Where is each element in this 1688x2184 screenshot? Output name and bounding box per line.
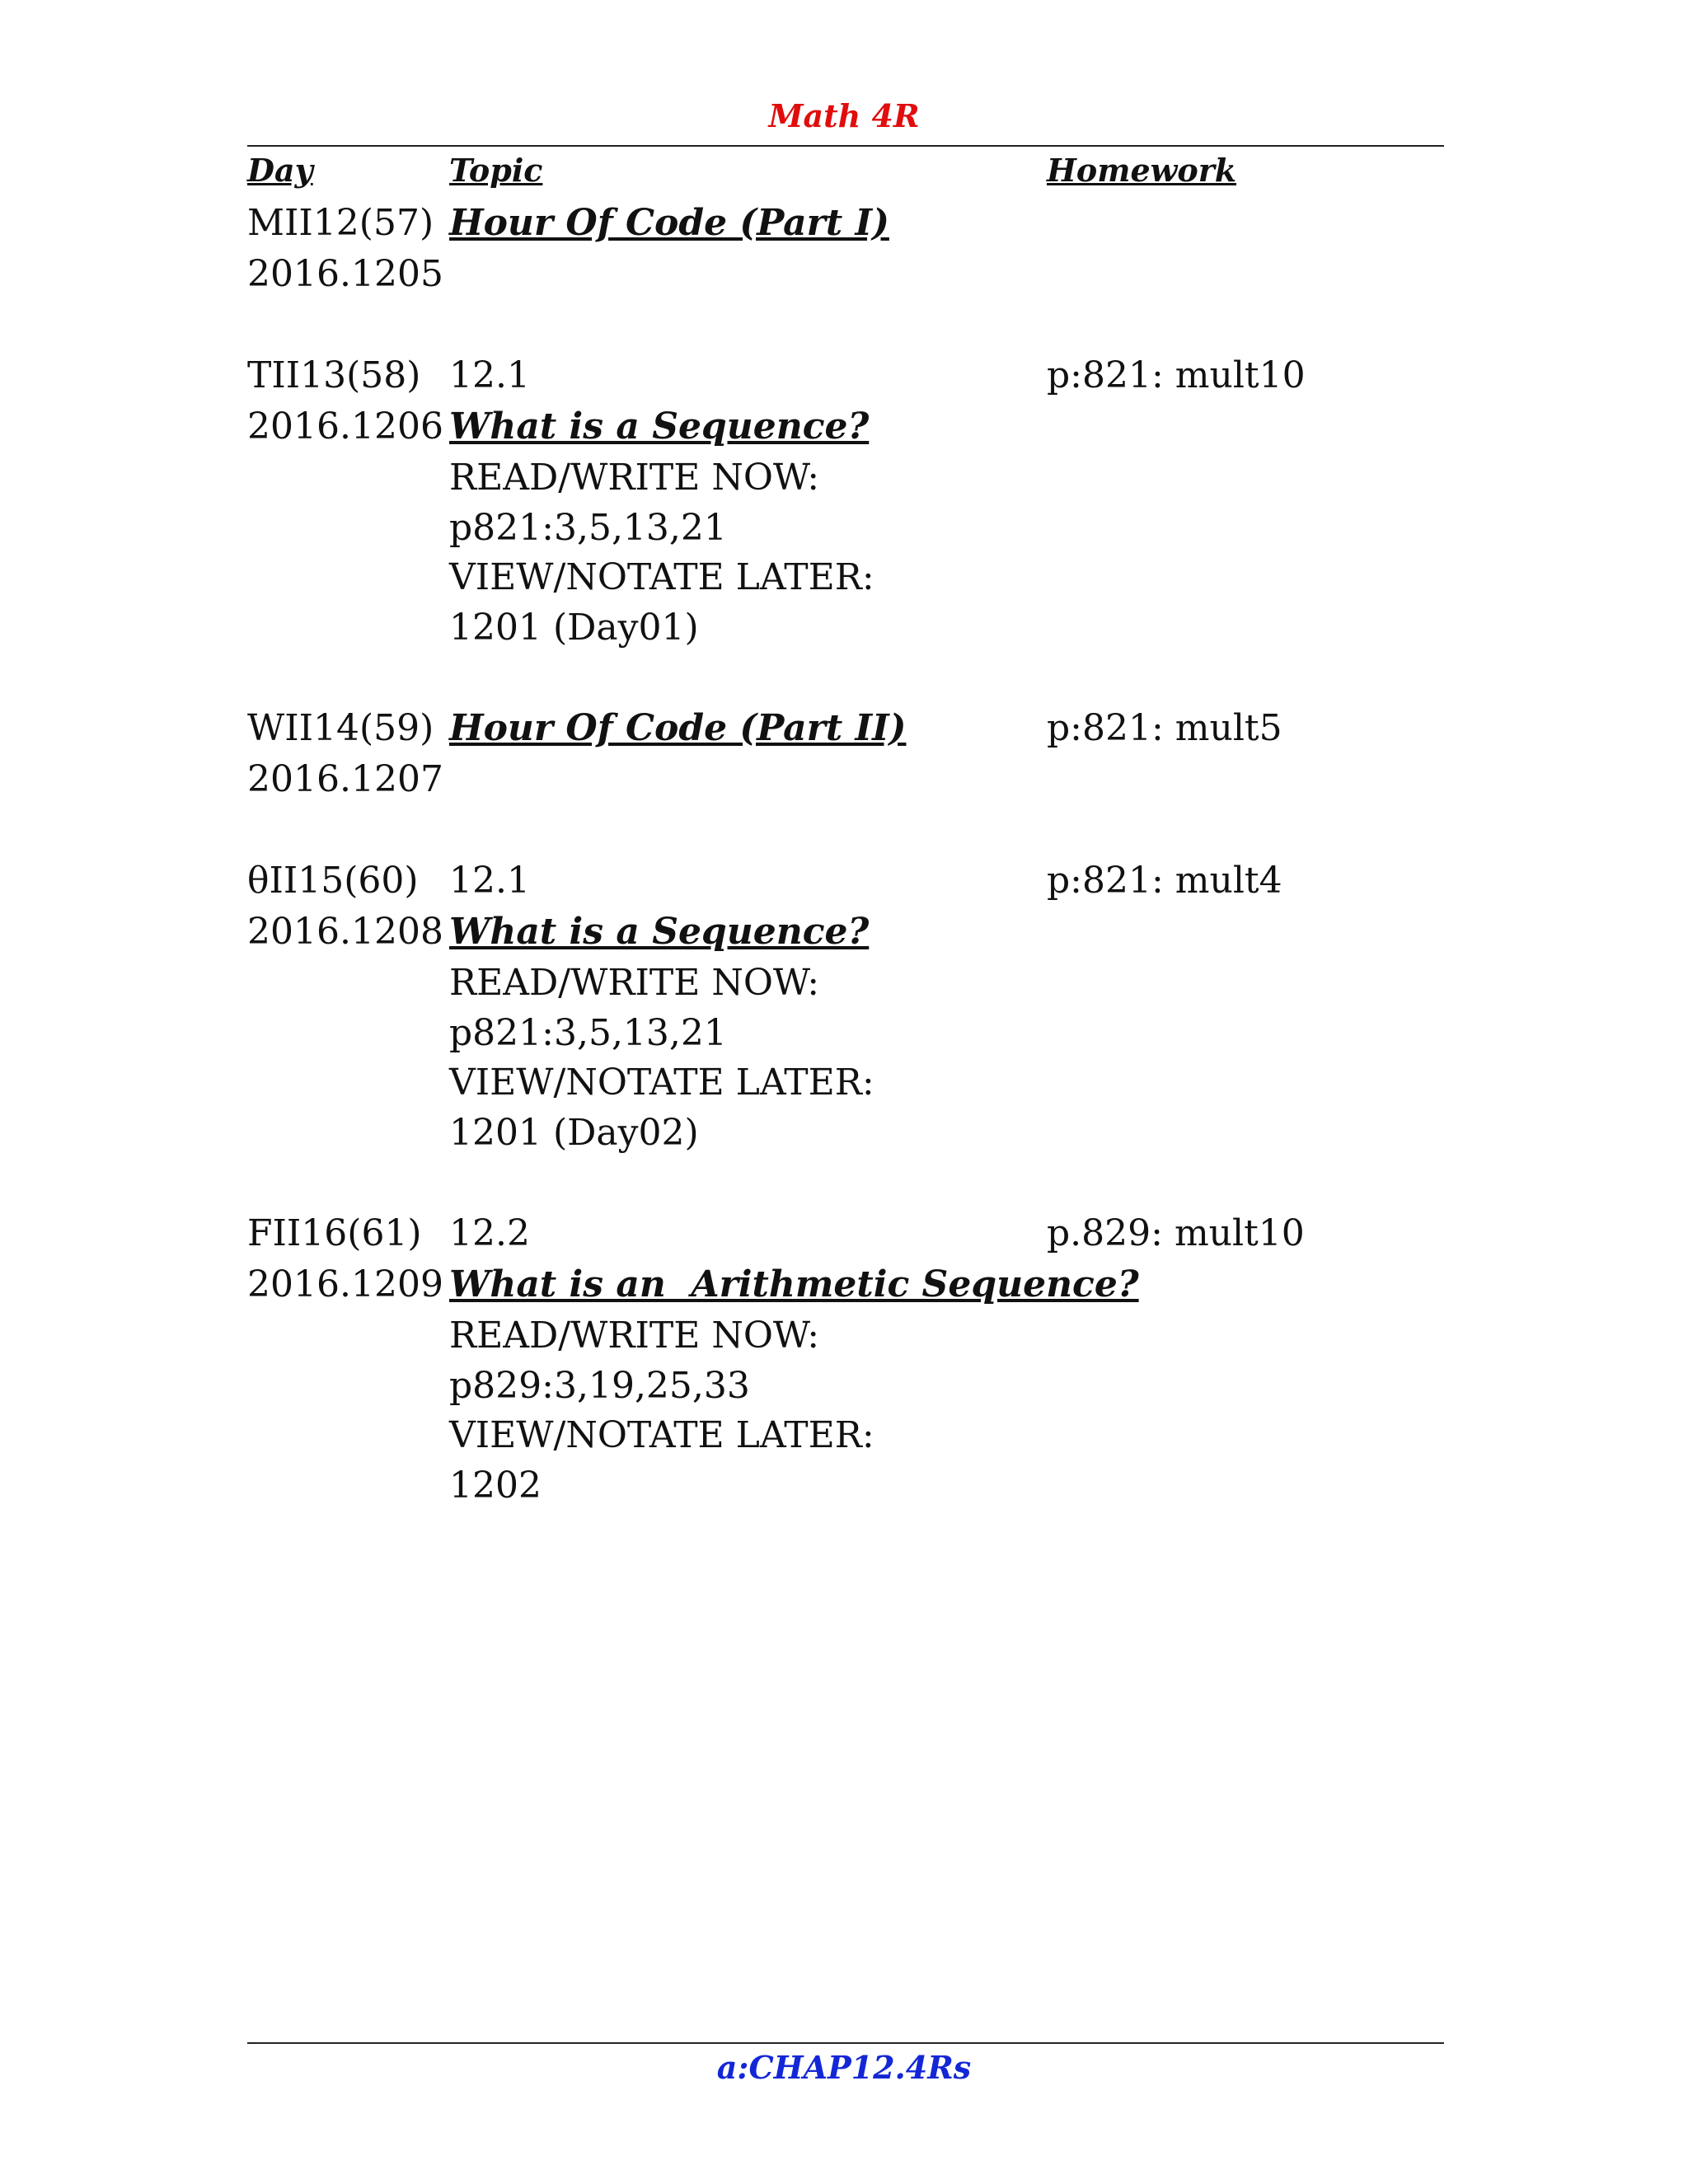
entry-detail-line: 1202 [449,1465,542,1507]
entry-day: FII16(61) [247,1212,422,1254]
entry-topic-title: Hour Of Code (Part I) [449,202,889,244]
entry-topic-title: What is a Sequence? [449,405,870,448]
entry-topic-title: What is an Arithmetic Sequence? [449,1263,1139,1305]
entry-detail-line: p829:3,19,25,33 [449,1365,750,1407]
header-divider [247,145,1444,147]
footer-divider [247,2042,1444,2044]
entry-date: 2016.1207 [247,758,443,800]
footer-filename: a:CHAP12.4Rs [716,2049,972,2086]
entry-detail-line: VIEW/NOTATE LATER: [449,556,874,598]
entry-day: TII13(58) [247,354,421,396]
entry-section: 12.2 [449,1212,530,1254]
entry-detail-line: 1201 (Day02) [449,1112,699,1154]
column-header-day: Day [247,152,313,189]
entry-day: θII15(60) [247,860,419,902]
entry-detail-line: p821:3,5,13,21 [449,1012,727,1054]
entry-homework: p.829: mult10 [1047,1212,1305,1254]
entry-day: MII12(57) [247,202,434,244]
entry-homework: p:821: mult4 [1047,860,1282,902]
entry-date: 2016.1205 [247,253,443,295]
entry-detail-line: 1201 (Day01) [449,607,699,649]
entry-detail-line: VIEW/NOTATE LATER: [449,1062,874,1104]
entry-date: 2016.1209 [247,1263,443,1305]
entry-detail-line: READ/WRITE NOW: [449,962,820,1004]
entry-date: 2016.1206 [247,405,443,448]
entry-detail-line: READ/WRITE NOW: [449,1315,820,1357]
entry-topic-title: Hour Of Code (Part II) [449,707,907,749]
entry-section: 12.1 [449,354,530,396]
entry-section: 12.1 [449,860,530,902]
entry-homework: p:821: mult10 [1047,354,1306,396]
entry-detail-line: READ/WRITE NOW: [449,457,820,499]
entry-detail-line: VIEW/NOTATE LATER: [449,1414,874,1456]
entry-topic-title: What is a Sequence? [449,911,870,953]
entry-date: 2016.1208 [247,911,443,953]
entry-day: WII14(59) [247,707,434,749]
page-title: Math 4R [768,97,920,134]
column-header-topic: Topic [449,152,543,189]
entry-detail-line: p821:3,5,13,21 [449,507,727,549]
column-header-homework: Homework [1047,152,1237,189]
entry-homework: p:821: mult5 [1047,707,1282,749]
